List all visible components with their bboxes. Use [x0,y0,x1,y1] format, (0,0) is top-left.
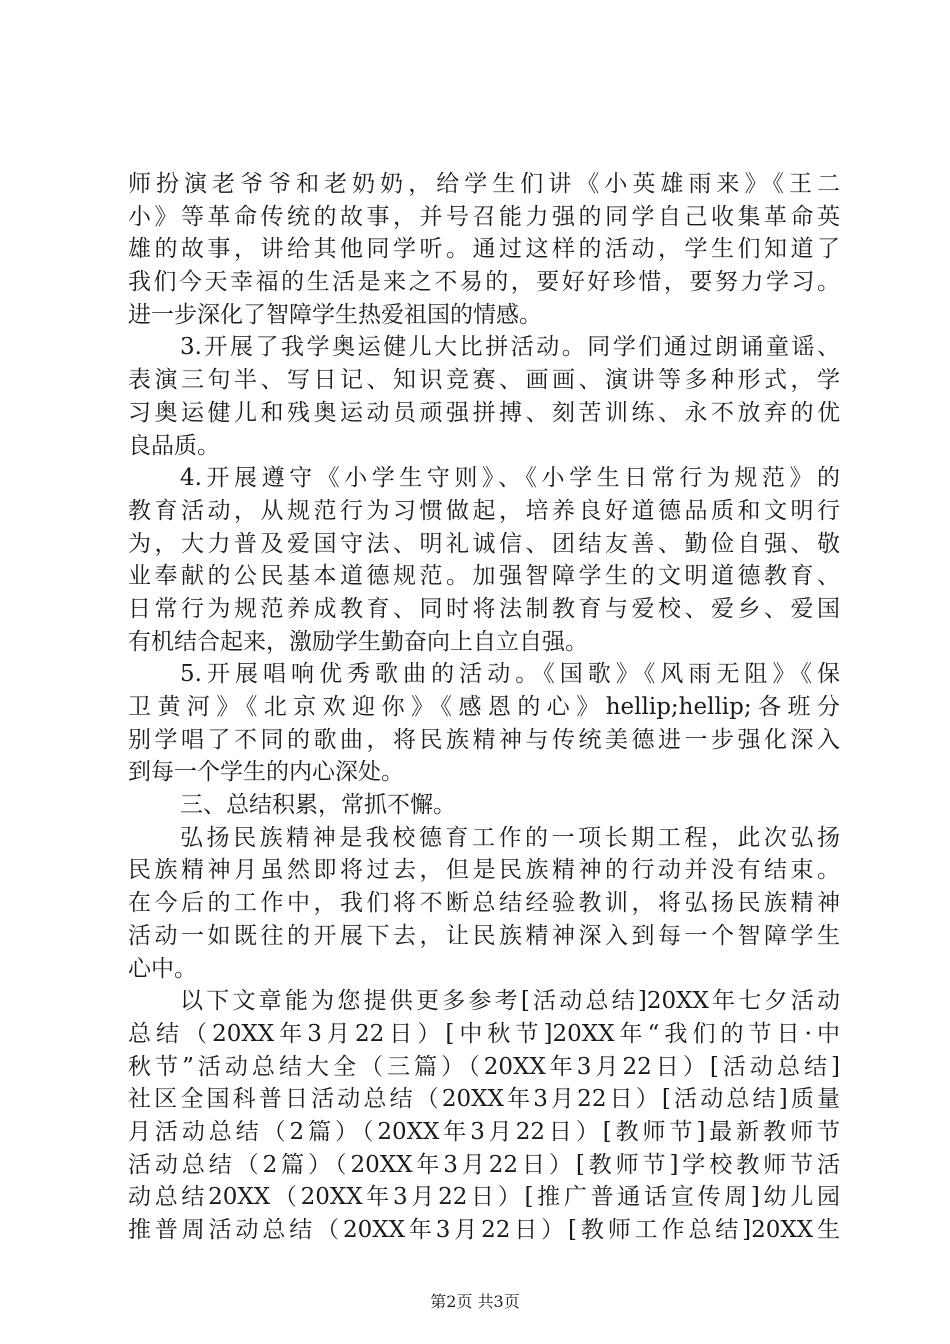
text-line: 师扮演老爷爷和老奶奶，给学生们讲《小英雄雨来》《王二 [128,171,840,197]
text-line: 动总结20XX（20XX年3月22日）[推广普通话宣传周]幼儿园 [128,1184,840,1211]
text-line: 3.开展了我学奥运健儿大比拼活动。同学们通过朗诵童谣、 [180,334,840,361]
text-line: 心中。 [128,955,197,982]
text-line: 雄的故事，讲给其他同学听。通过这样的活动，学生们知道了 [128,236,840,263]
text-line: 卫黄河》《北京欢迎你》《感恩的心》hellip;hellip;各班分 [128,694,840,720]
text-line: 良品质。 [128,432,220,459]
text-line: 教育活动，从规范行为习惯做起，培养良好道德品质和文明行 [128,497,840,524]
text-line: 秋节”活动总结大全（三篇）（20XX年3月22日）[活动总结] [128,1053,840,1080]
text-line: 总结（20XX年3月22日）[中秋节]20XX年“我们的节日·中 [128,1020,840,1047]
text-line: 我们今天幸福的生活是来之不易的，要好好珍惜，要努力学习。 [128,269,840,296]
text-line: 弘扬民族精神是我校德育工作的一项长期工程，此次弘扬 [180,824,840,851]
text-line: 业奉献的公民基本道德规范。加强智障学生的文明道德教育、 [128,563,840,590]
text-line: 别学唱了不同的歌曲，将民族精神与传统美德进一步强化深入 [128,726,840,753]
text-line: 表演三句半、写日记、知识竞赛、画画、演讲等多种形式，学 [128,367,840,394]
page-number-footer: 第2页 共3页 [430,1292,520,1311]
text-line: 月活动总结（2篇）（20XX年3月22日）[教师节]最新教师节 [128,1118,840,1145]
text-line: 社区全国科普日活动总结（20XX年3月22日）[活动总结]质量 [128,1086,840,1113]
text-line: 日常行为规范养成教育、同时将法制教育与爱校、爱乡、爱国 [128,595,840,622]
text-line: 小》等革命传统的故事，并号召能力强的同学自己收集革命英 [128,203,840,230]
text-line: 5.开展唱响优秀歌曲的活动。《国歌》《风雨无阻》《保 [180,661,840,688]
text-line: 有机结合起来，激励学生勤奋向上自立自强。 [128,628,588,655]
text-line: 民族精神月虽然即将过去，但是民族精神的行动并没有结束。 [128,857,840,884]
text-line: 在今后的工作中，我们将不断总结经验教训，将弘扬民族精神 [128,890,840,917]
text-line: 活动一如既往的开展下去，让民族精神深入到每一个智障学生 [128,922,840,949]
text-line: 习奥运健儿和残奥运动员顽强拼搏、刻苦训练、永不放弃的优 [128,399,840,426]
section-heading: 三、总结积累，常抓不懈。 [180,792,456,819]
text-line: 4.开展遵守《小学生守则》、《小学生日常行为规范》的 [180,465,840,492]
text-line: 到每一个学生的内心深处。 [128,759,404,786]
text-line: 进一步深化了智障学生热爱祖国的情感。 [128,301,542,328]
document-body [128,168,840,1247]
text-line: 为，大力普及爱国守法、明礼诚信、团结友善、勤俭自强、敬 [128,530,840,557]
text-line: 活动总结（2篇）（20XX年3月22日）[教师节]学校教师节活 [128,1151,840,1178]
text-line: 推普周活动总结（20XX年3月22日）[教师工作总结]20XX生 [128,1217,840,1243]
text-line: 以下文章能为您提供更多参考[活动总结]20XX年七夕活动 [180,988,840,1015]
